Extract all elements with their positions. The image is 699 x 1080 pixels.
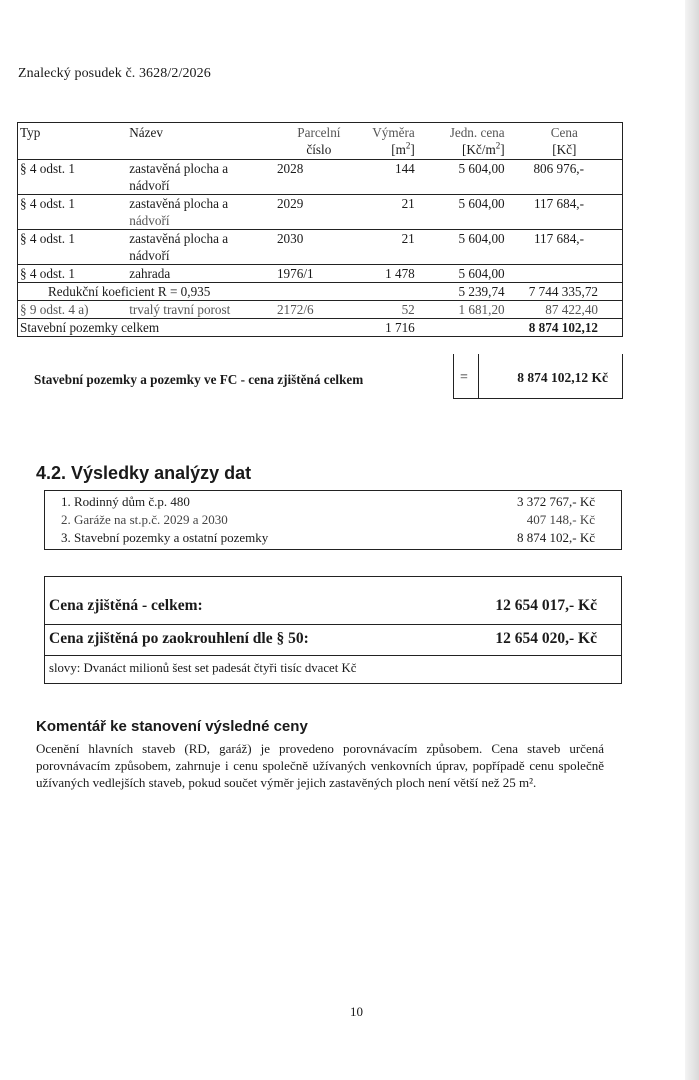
subtotal-empty <box>417 319 507 337</box>
final-words: slovy: Dvanáct milionů šest set padesát čtyři tisíc dvacet Kč <box>49 661 357 675</box>
col-header-jedn-cena: Jedn. cena $[Kč/m^2]$ <box>417 123 507 160</box>
land-price-table <box>17 122 623 337</box>
cell-nazev: zastavěná plocha a nádvoří <box>127 230 275 265</box>
land-total-separator <box>478 354 479 398</box>
result-label: 2. Garáže na st.p.č. 2029 a 2030 <box>61 512 228 527</box>
subtotal-row <box>18 319 623 337</box>
cell-parcela: 2172/6 <box>275 301 363 319</box>
comment-text: Ocenění hlavních staveb (RD, garáž) je provedeno porovnávacím způsobem. Cena staveb určená porovnávacím způsobem, zahrnuje i cenu společně užívaných venkovních úprav, popřípadě cenu společně užívaných vedlejších staveb, pokud součet výměr jejich zastavěných ploch není větší než 25 m². <box>36 741 604 790</box>
report-title: Znalecký posudek č. 3628/2/2026 <box>18 66 211 81</box>
col-header-nazev: Název <box>127 123 275 160</box>
land-total-box <box>453 354 623 399</box>
col-header-typ: Typ <box>18 123 128 160</box>
col-header-parcela: Parcelní číslo <box>275 123 363 160</box>
table-row <box>18 265 623 283</box>
land-total-value: 8 874 102,12 Kč <box>517 370 608 385</box>
cell-jedn-cena: 5 604,00 <box>417 195 507 230</box>
reduction-row <box>18 283 623 301</box>
result-value: 3 372 767,- Kč <box>517 494 595 509</box>
cell-cena: 806 976,- <box>507 160 623 195</box>
cell-typ: § 4 odst. 1 <box>18 265 128 283</box>
cell-parcela: 2028 <box>275 160 363 195</box>
cell-jedn-cena: 5 604,00 <box>417 160 507 195</box>
result-item <box>61 530 595 547</box>
result-item <box>61 512 595 529</box>
land-total-label: Stavební pozemky a pozemky ve FC - cena zjištěná celkem <box>34 372 364 387</box>
cell-vymera: 1 478 <box>363 265 417 283</box>
final-rounded-label: Cena zjištěná po zaokrouhlení dle § 50: <box>49 630 309 647</box>
results-box <box>44 490 622 550</box>
cell-typ: § 4 odst. 1 <box>18 160 128 195</box>
cell-cena-empty <box>507 265 623 283</box>
page-edge-shadow <box>685 0 699 1080</box>
cell-jedn-cena: 5 604,00 <box>417 265 507 283</box>
result-label: 1. Rodinný dům č.p. 480 <box>61 494 190 509</box>
cell-nazev: trvalý travní porost <box>127 301 275 319</box>
final-divider <box>45 655 621 656</box>
final-total-value: 12 654 017,- Kč <box>495 597 597 614</box>
cell-nazev: zastavěná plocha a nádvoří <box>127 160 275 195</box>
grass-row <box>18 301 623 319</box>
cell-nazev: zahrada <box>127 265 275 283</box>
page-number: 10 <box>350 1004 363 1019</box>
result-value: 8 874 102,- Kč <box>517 530 595 545</box>
result-label: 3. Stavební pozemky a ostatní pozemky <box>61 530 269 545</box>
table-header-row <box>18 123 623 160</box>
subtotal-cena: 8 874 102,12 <box>507 319 623 337</box>
reduction-jedn-cena: 5 239,74 <box>417 283 507 301</box>
final-rounded-value: 12 654 020,- Kč <box>495 630 597 647</box>
cell-vymera: 21 <box>363 230 417 265</box>
reduction-cena: 7 744 335,72 <box>507 283 623 301</box>
cell-typ: § 9 odst. 4 a) <box>18 301 128 319</box>
comment-title: Komentář ke stanovení výsledné ceny <box>36 718 308 735</box>
cell-vymera: 144 <box>363 160 417 195</box>
cell-parcela: 2030 <box>275 230 363 265</box>
col-header-cena: Cena [Kč] <box>507 123 623 160</box>
cell-parcela: 2029 <box>275 195 363 230</box>
table-row <box>18 195 623 230</box>
section-42-title: 4.2. Výsledky analýzy dat <box>36 463 252 483</box>
reduction-label: Redukční koeficient R = 0,935 <box>18 283 417 301</box>
table-row <box>18 160 623 195</box>
cell-cena: 117 684,- <box>507 195 623 230</box>
land-total-eq: = <box>460 370 468 385</box>
table-row <box>18 230 623 265</box>
subtotal-label: Stavební pozemky celkem <box>18 319 363 337</box>
col-header-vymera: Výměra $[m^2]$ <box>363 123 417 160</box>
cell-vymera: 21 <box>363 195 417 230</box>
cell-cena: 87 422,40 <box>507 301 623 319</box>
subtotal-vymera: 1 716 <box>363 319 417 337</box>
result-value: 407 148,- Kč <box>526 512 595 527</box>
cell-typ: § 4 odst. 1 <box>18 195 128 230</box>
final-divider <box>45 624 621 625</box>
cell-jedn-cena: 5 604,00 <box>417 230 507 265</box>
cell-parcela: 1976/1 <box>275 265 363 283</box>
cell-jedn-cena: 1 681,20 <box>417 301 507 319</box>
cell-typ: § 4 odst. 1 <box>18 230 128 265</box>
cell-cena: 117 684,- <box>507 230 623 265</box>
final-total-label: Cena zjištěná - celkem: <box>49 597 203 614</box>
cell-nazev: zastavěná plocha a nádvoří <box>127 195 275 230</box>
final-price-box <box>44 576 622 684</box>
result-item <box>61 494 595 511</box>
cell-vymera: 52 <box>363 301 417 319</box>
